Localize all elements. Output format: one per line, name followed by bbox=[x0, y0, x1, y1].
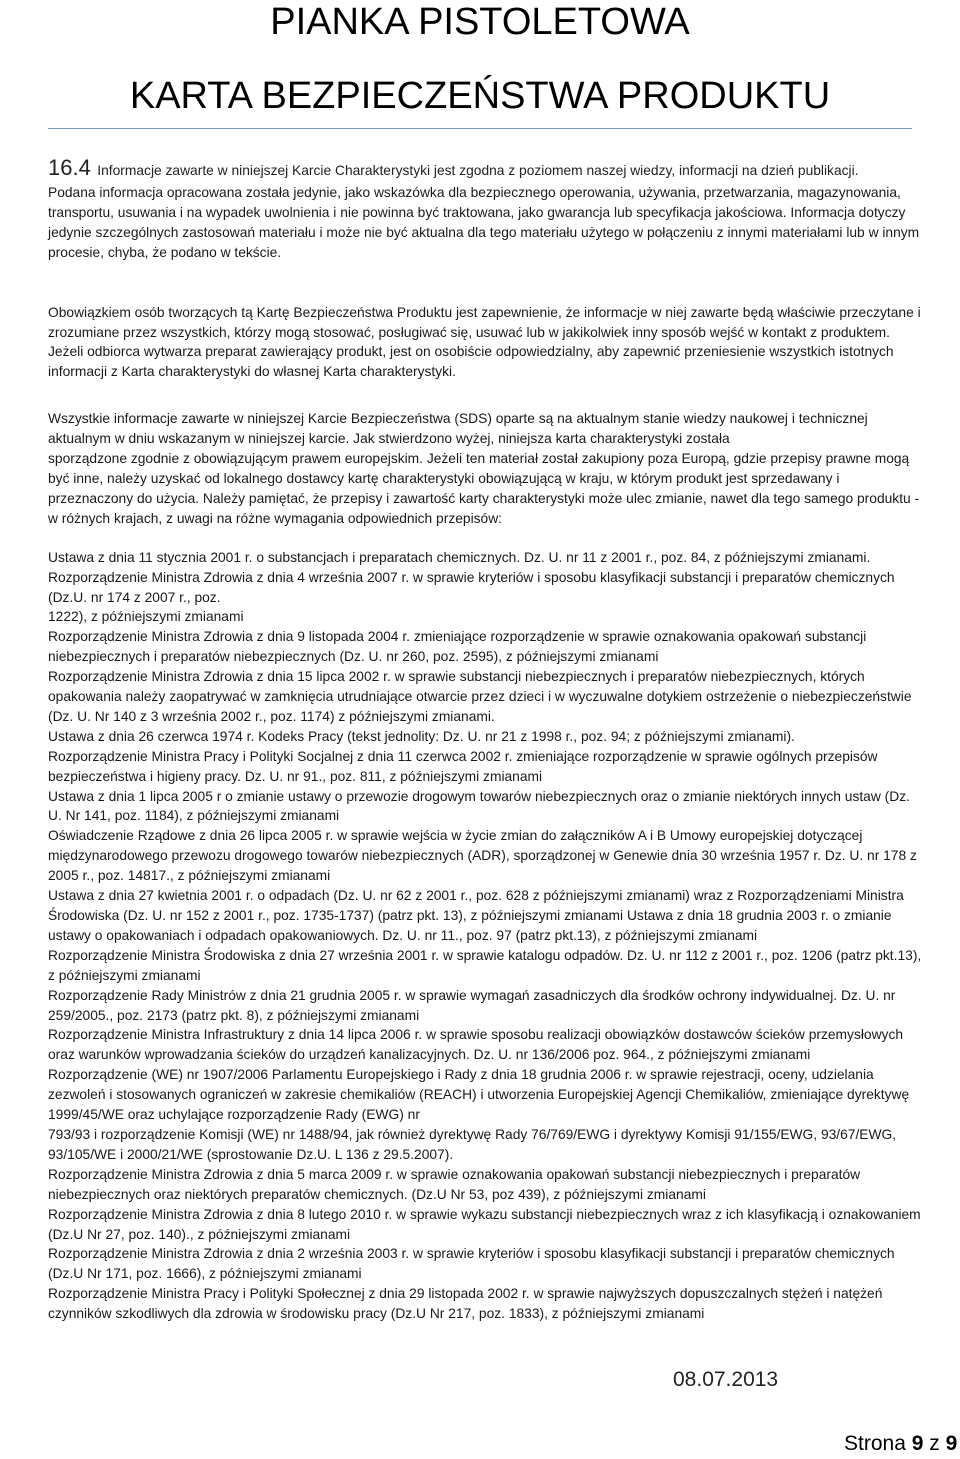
regulation-item: Rozporządzenie Ministra Zdrowia z dnia 8 lutego 2010 r. w sprawie wykazu substancji niebezpiecznych wraz z ich klasyfikacją i oznakowaniem (Dz.U Nr 27, poz. 140)., z późniejszymi zmianami bbox=[48, 1206, 921, 1242]
regulation-item: Rozporządzenie (WE) nr 1907/2006 Parlamentu Europejskiego i Rady z dnia 18 grudnia 2006 r. w sprawie rejestracji, oceny, udzielania zezwoleń i stosowanych ograniczeń w zakresie chemikaliów (REACH) i utworzenia Europejskiej Agencji Chemikaliów, zmieniające dyrektywę 1999/45/WE oraz uchylające rozporządzenie Rady (EWG) nr bbox=[48, 1067, 910, 1123]
regulation-item: Oświadczenie Rządowe z dnia 26 lipca 2005 r. w sprawie wejścia w życie zmian do załączników A i B Umowy europejskiej dotyczącej międzynarodowego przewozu drogowego towarów niebezpiecznych (ADR), sporządzonej w Genewie dnia 30 września 1957 r. Dz. U. nr 178 z 2005 r., poz. 14817., z późniejszymi zmianami bbox=[48, 828, 917, 884]
regulation-item: Rozporządzenie Ministra Zdrowia z dnia 9 listopada 2004 r. zmieniające rozporządzenie w sprawie oznakowania opakowań substancji niebezpiecznych i preparatów niebezpiecznych (Dz. U. nr 260, poz. 2595), z późniejszymi zmianami bbox=[48, 629, 867, 665]
paragraph-disclaimer: Podana informacja opracowana została jedynie, jako wskazówka dla bezpiecznego operowania, używania, przetwarzania, magazynowania, transportu, usuwania i na wypadek uwolnienia i nie powinna być traktowana, jako gwarancja lub specyfikacja jakościowa. Informacja dotyczy jedynie szczególnych zastosowań materiału i może nie być aktualna dla tego materiału użytego w połączeniu z innymi materiałami lub w innym procesie, chyba, że podano w tekście. bbox=[48, 185, 920, 260]
page-label: Strona bbox=[844, 1432, 906, 1455]
page-total: 9 bbox=[945, 1432, 958, 1455]
document-subtitle: KARTA BEZPIECZEŃSTWA PRODUKTU bbox=[129, 75, 831, 117]
regulations-list bbox=[48, 548, 924, 1324]
paragraph-sds-info: Wszystkie informacje zawarte w niniejszej Karcie Bezpieczeństwa (SDS) oparte są na aktualnym stanie wiedzy naukowej i technicznej aktualnym w dniu wskazanym w niniejszej karcie. Jak stwierdzono wyżej, niniejsza karta charakterystyki została bbox=[48, 411, 868, 447]
regulation-item: Rozporządzenie Ministra Pracy i Polityki Socjalnej z dnia 11 czerwca 2002 r. zmieniające rozporządzenie w sprawie ogólnych przepisów bezpieczeństwa i higieny pracy. Dz. U. nr 91., poz. 811, z późniejszymi zmianami bbox=[48, 748, 878, 784]
regulation-item: 1222), z późniejszymi zmianami bbox=[48, 609, 244, 625]
section-title: Informacje zawarte w niniejszej Karcie Charakterystyki jest zgodna z poziomem naszej wiedzy, informacji na dzień publikacji. bbox=[97, 163, 859, 178]
regulation-item: Ustawa z dnia 1 lipca 2005 r o zmianie ustawy o przewozie drogowym towarów niebezpiecznych oraz o zmianie niektórych innych ustaw (Dz. U. Nr 141, poz. 1184), z późniejszymi zmianami bbox=[48, 788, 910, 824]
regulation-item: Rozporządzenie Rady Ministrów z dnia 21 grudnia 2005 r. w sprawie wymagań zasadniczych dla środków ochrony indywidualnej. Dz. U. nr 259/2005., poz. 2173 (patrz pkt. 8), z późniejszymi zmianami bbox=[48, 987, 896, 1023]
section-heading bbox=[48, 155, 948, 181]
regulation-item: 793/93 i rozporządzenie Komisji (WE) nr 1488/94, jak również dyrektywę Rady 76/769/EWG i dyrektywy Komisji 91/155/EWG, 93/67/EWG, 93/105/WE i 2000/21/WE (sprostowanie Dz.U. L 136 z 29.5.2007). bbox=[48, 1126, 897, 1162]
regulation-item: Rozporządzenie Ministra Środowiska z dnia 27 września 2001 r. w sprawie katalogu odpadów. Dz. U. nr 112 z 2001 r., poz. 1206 (patrz pkt.13), z późniejszymi zmianami bbox=[48, 947, 922, 983]
header-divider bbox=[48, 128, 912, 129]
regulation-item: Rozporządzenie Ministra Infrastruktury z dnia 14 lipca 2006 r. w sprawie sposobu realizacji obowiązków dostawców ścieków przemysłowych oraz warunków wprowadzania ścieków do urządzeń kanalizacyjnych. Dz. U. nr 136/2006 poz. 964., z późniejszymi zmianami bbox=[48, 1027, 904, 1063]
regulation-item: Rozporządzenie Ministra Zdrowia z dnia 5 marca 2009 r. w sprawie oznakowania opakowań substancji niebezpiecznych i preparatów niebezpiecznych oraz niektórych preparatów chemicznych. (Dz.U Nr 53, poz 439), z późniejszymi zmianami bbox=[48, 1166, 861, 1202]
regulation-item: Ustawa z dnia 11 stycznia 2001 r. o substancjach i preparatach chemicznych. Dz. U. nr 11 z 2001 r., poz. 84, z późniejszymi zmianami. bbox=[48, 549, 871, 565]
revision-date: 08.07.2013 bbox=[673, 1368, 779, 1391]
regulation-item: Rozporządzenie Ministra Pracy i Polityki Społecznej z dnia 29 listopada 2002 r. w sprawie najwyższych dopuszczalnych stężeń i natężeń czynników szkodliwych dla zdrowia w środowisku pracy (Dz.U Nr 217, poz. 1833), z późniejszymi zmianami bbox=[48, 1286, 883, 1322]
document-body bbox=[48, 183, 924, 1324]
page-number bbox=[844, 1432, 957, 1456]
paragraph-obligation: Obowiązkiem osób tworzących tą Kartę Bezpieczeństwa Produktu jest zapewnienie, że informacje w niej zawarte będą właściwie przeczytane i zrozumiane przez wszystkich, którzy mogą stosować, posługiwać się, usuwać lub w jakikolwiek inny sposób wejść w kontakt z produktem. Jeżeli odbiorca wytwarza preparat zawierający produkt, jest on osobiście odpowiedzialny, aby zapewnić przeniesienie wszystkich istotnych informacji z Karta charakterystyki do własnej Karta charakterystyki. bbox=[48, 304, 921, 380]
document-title: PIANKA PISTOLETOWA bbox=[270, 1, 690, 43]
regulation-item: Rozporządzenie Ministra Zdrowia z dnia 2 września 2003 r. w sprawie kryteriów i sposobu klasyfikacji substancji i preparatów chemicznych (Dz.U Nr 171, poz. 1666), z późniejszymi zmianami bbox=[48, 1246, 895, 1282]
regulation-item: Rozporządzenie Ministra Zdrowia z dnia 4 września 2007 r. w sprawie kryteriów i sposobu klasyfikacji substancji i preparatów chemicznych (Dz.U. nr 174 z 2007 r., poz. bbox=[48, 569, 895, 605]
section-number: 16.4 bbox=[48, 155, 91, 180]
regulation-item: Rozporządzenie Ministra Zdrowia z dnia 15 lipca 2002 r. w sprawie substancji niebezpiecznych i preparatów niebezpiecznych, których opakowania należy zaopatrywać w zamknięcia utrudniające otwarcie przez dzieci i w wyczuwalne dotykiem ostrzeżenie o niebezpieczeństwie (Dz. U. Nr 140 z 3 września 2002 r., poz. 1174) z późniejszymi zmianami. bbox=[48, 669, 912, 724]
paragraph-european-law: sporządzone zgodnie z obowiązującym prawem europejskim. Jeżeli ten materiał został zakupiony poza Europą, gdzie przepisy prawne mogą być inne, należy uzyskać od lokalnego dostawcy kartę charakterystyki obowiązującą w kraju, w którym produkt jest sprzedawany i przeznaczony do użycia. Należy pamiętać, że przepisy i zawartość karty charakterystyki może ulec zmianie, nawet dla tego samego produktu - w różnych krajach, z uwagi na różne wymagania odpowiednich przepisów: bbox=[48, 451, 920, 526]
regulation-item: Ustawa z dnia 27 kwietnia 2001 r. o odpadach (Dz. U. nr 62 z 2001 r., poz. 628 z późniejszymi zmianami) wraz z Rozporządzeniami Ministra Środowiska (Dz. U. nr 152 z 2001 r., poz. 1735-1737) (patrz pkt. 13), z późniejszymi zmianami Ustawa z dnia 18 grudnia 2003 r. o zmianie ustawy o opakowaniach i odpadach opakowaniowych. Dz. U. nr 11., poz. 97 (patrz pkt.13), z późniejszymi zmianami bbox=[48, 888, 904, 943]
page-of-label: z bbox=[929, 1432, 940, 1455]
regulation-item: Ustawa z dnia 26 czerwca 1974 r. Kodeks Pracy (tekst jednolity: Dz. U. nr 21 z 1998 r., poz. 94; z późniejszymi zmianami). bbox=[48, 728, 795, 744]
page-current: 9 bbox=[911, 1432, 924, 1455]
